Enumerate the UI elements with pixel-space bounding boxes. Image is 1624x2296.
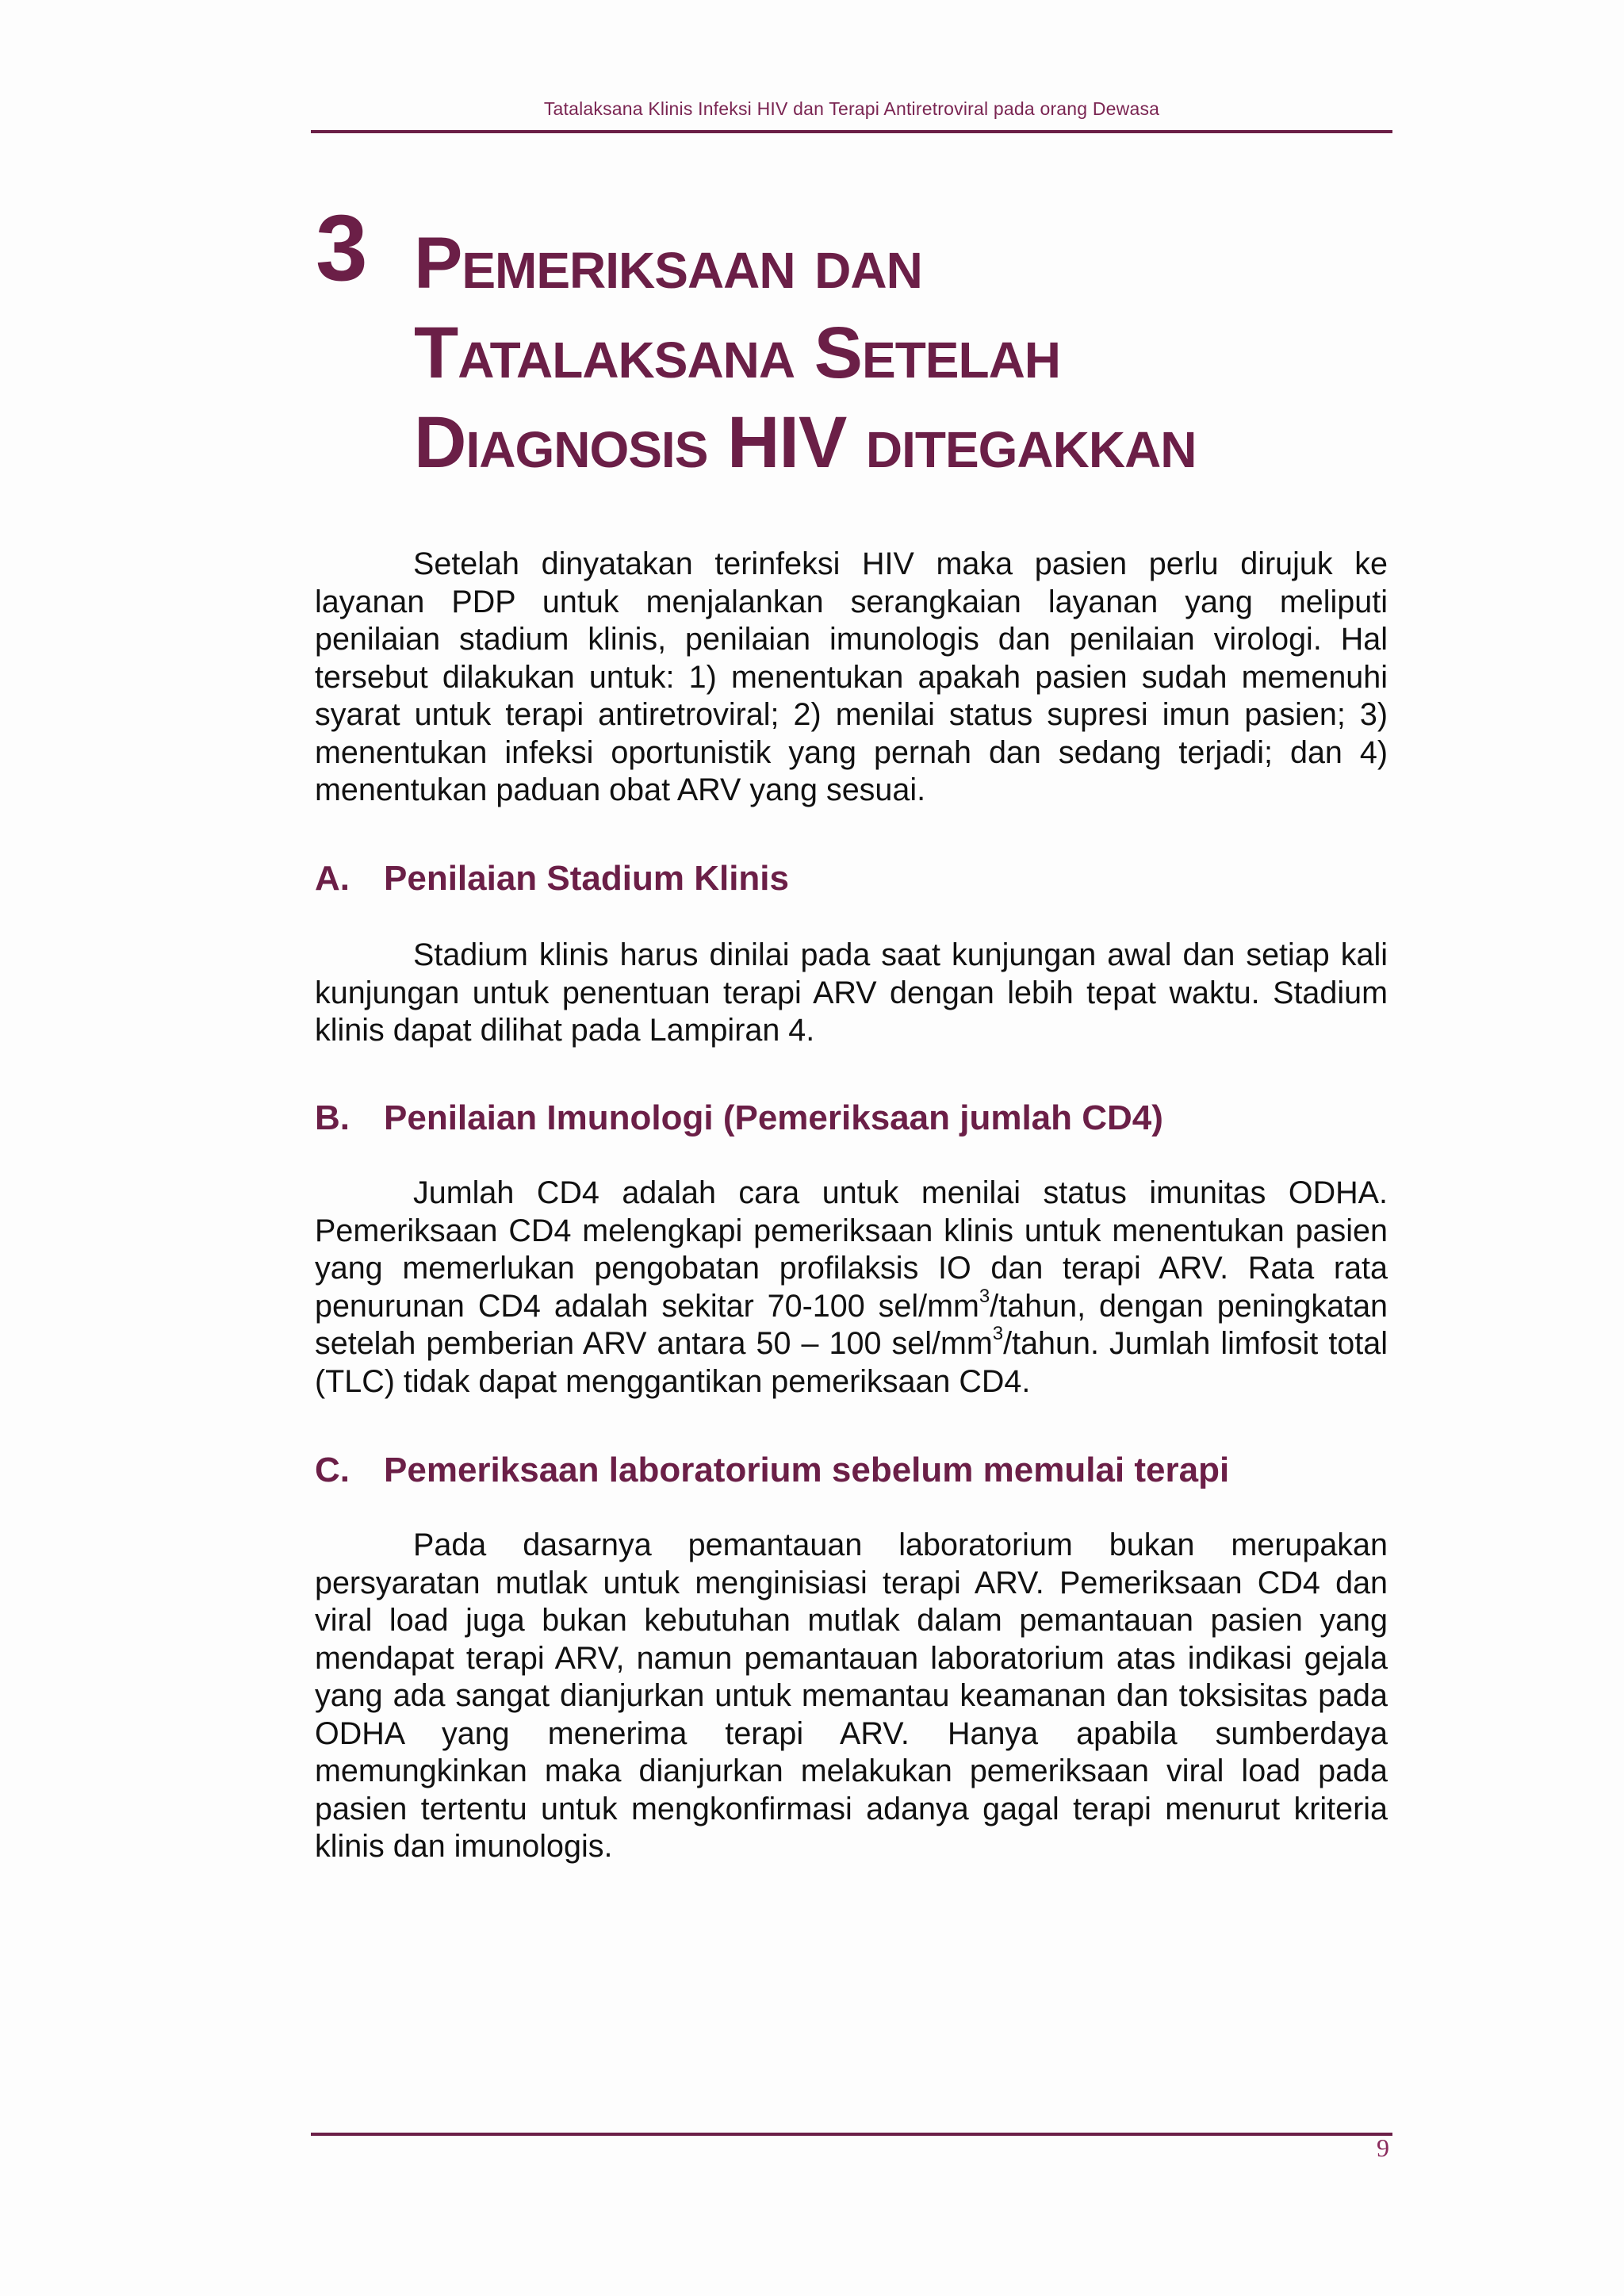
- section-letter: C.: [315, 1451, 350, 1489]
- section-title: Pemeriksaan laboratorium sebelum memulai terapi: [384, 1451, 1230, 1489]
- section-title: Penilaian Stadium Klinis: [384, 859, 790, 898]
- chapter-title-line: Pemeriksaan dan: [414, 223, 922, 304]
- intro-paragraph-text: Setelah dinyatakan terinfeksi HIV maka pasien perlu dirujuk ke layanan PDP untuk menjalankan serangkaian layanan yang meliputi penilaian stadium klinis, penilaian imunologis dan penilaian virologi. Hal tersebut dilakukan untuk: 1) menentukan apakah pasien sudah memenuhi syarat untuk terapi antiretroviral; 2) menilai status supresi imun pasien; 3) menentukan infeksi oportunistik yang pernah dan sedang terjadi; dan 4) menentukan paduan obat ARV yang sesuai.: [315, 546, 1388, 807]
- intro-paragraph: [315, 546, 1388, 810]
- superscript: 3: [979, 1285, 990, 1307]
- section-c-paragraph-text: Pada dasarnya pemantauan laboratorium bukan merupakan persyaratan mutlak untuk menginisiasi terapi ARV. Pemeriksaan CD4 dan viral load juga bukan kebutuhan mutlak dalam pemantauan pasien yang mendapat terapi ARV, namun pemantauan laboratorium atas indikasi gejala yang ada sangat dianjurkan untuk memantau keamanan dan toksisitas pada ODHA yang menerima terapi ARV. Hanya apabila sumberdaya memungkinkan maka dianjurkan melakukan pemeriksaan viral load pada pasien tertentu untuk mengkonfirmasi adanya gagal terapi menurut kriteria klinis dan imunologis.: [315, 1527, 1388, 1864]
- section-letter: B.: [315, 1098, 350, 1137]
- section-heading-b: [315, 1098, 1393, 1138]
- section-c-paragraph: [315, 1527, 1388, 1866]
- page-number: 9: [1377, 2133, 1389, 2162]
- chapter-title-line: Tatalaksana Setelah: [414, 312, 1061, 393]
- section-b-text-part: /tahun. Jumlah limfosit total (TLC) tidak dapat menggantikan pemeriksaan CD4.: [315, 1326, 1388, 1399]
- header-rule: [311, 130, 1392, 133]
- running-header: Tatalaksana Klinis Infeksi HIV dan Terapi Antiretroviral pada orang Dewasa: [543, 98, 1160, 119]
- chapter-title: [414, 219, 1397, 488]
- section-b-text-part: Jumlah CD4 adalah cara untuk menilai status imunitas ODHA. Pemeriksaan CD4 melengkapi pemeriksaan klinis untuk menentukan pasien yang memerlukan pengobatan profilaksis IO dan terapi ARV. Rata rata penurunan CD4 adalah sekitar 70-100 sel/mm: [315, 1175, 1388, 1324]
- section-b-paragraph: [315, 1175, 1388, 1401]
- section-a-paragraph: [315, 937, 1388, 1050]
- section-heading-a: [315, 859, 1393, 899]
- superscript: 3: [992, 1323, 1004, 1344]
- footer-rule: [311, 2133, 1392, 2136]
- chapter-title-line: Diagnosis HIV ditegakkan: [414, 402, 1197, 483]
- section-b-text-part: /tahun, dengan peningkatan setelah pemberian ARV antara 50 – 100 sel/mm: [315, 1288, 1388, 1361]
- section-a-paragraph-text: Stadium klinis harus dinilai pada saat kunjungan awal dan setiap kali kunjungan untuk penentuan terapi ARV dengan lebih tepat waktu. Stadium klinis dapat dilihat pada Lampiran 4.: [315, 937, 1388, 1048]
- section-heading-c: [315, 1451, 1393, 1490]
- chapter-number: 3: [316, 196, 368, 301]
- section-title: Penilaian Imunologi (Pemeriksaan jumlah CD4): [384, 1098, 1163, 1137]
- section-letter: A.: [315, 859, 350, 898]
